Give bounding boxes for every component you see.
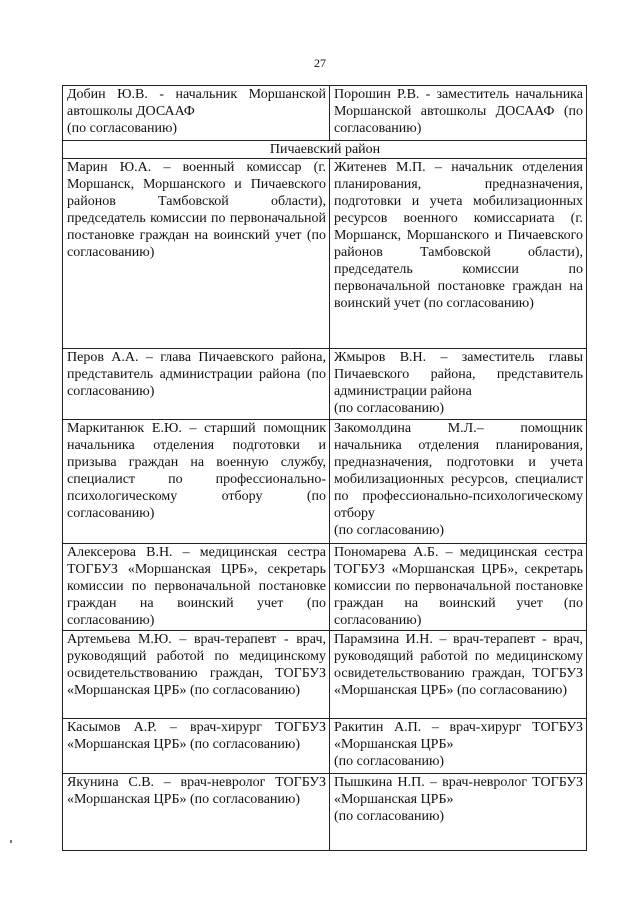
- member-text: Марин Ю.А. – военный комиссар (г. Моршанск, Моршанского и Пичаевского районов Тамбовской области), председатель комиссии по первоначальной постановке граждан на воинский учет (по согласованию): [67, 160, 326, 260]
- member-cell: [63, 719, 330, 774]
- member-cell: [63, 86, 330, 141]
- member-cell: [63, 631, 330, 719]
- member-text: Якунина С.В. – врач-невролог ТОГБУЗ «Моршанская ЦРБ» (по согласованию): [67, 775, 326, 807]
- deputy-text: Порошин Р.В. - заместитель начальника Моршанской автошколы ДОСААФ (по согласованию): [334, 87, 583, 136]
- member-cell: [63, 774, 330, 851]
- section-row: [63, 141, 587, 159]
- deputy-cell: [330, 159, 587, 349]
- deputy-text: Закомолдина М.Л.– помощник начальника отделения планирования, предназначения, подготовки и учета мобилизационных ресурсов, специалист по профессионально-психологическому отбору (по согласованию): [334, 421, 583, 538]
- table-row: [63, 86, 587, 141]
- member-text: Артемьева М.Ю. – врач-терапевт - врач, руководящий работой по медицинскому освидетельствованию граждан, ТОГБУЗ «Моршанская ЦРБ» (по согласованию): [67, 632, 326, 698]
- table-row: [63, 159, 587, 349]
- deputy-cell: [330, 631, 587, 719]
- deputy-cell: [330, 86, 587, 141]
- table-row: [63, 631, 587, 719]
- table-row: [63, 774, 587, 851]
- deputy-text: Житенев М.П. – начальник отделения планирования, предназначения, подготовки и учета мобилизационных ресурсов военного комиссариата (г. Моршанск, Моршанского и Пичаевского районов Тамбовской области), председатель комиссии по первоначальной постановке граждан на воинский учет (по согласованию): [334, 160, 583, 311]
- commission-roster-table: [62, 85, 587, 851]
- deputy-text: Пышкина Н.П. – врач-невролог ТОГБУЗ «Моршанская ЦРБ» (по согласованию): [334, 775, 583, 824]
- deputy-cell: [330, 349, 587, 420]
- page-number: 27: [314, 56, 326, 70]
- deputy-cell: [330, 544, 587, 631]
- deputy-text: Жмыров В.Н. – заместитель главы Пичаевского района, представитель администрации района (по согласованию): [334, 350, 583, 416]
- member-text: Добин Ю.В. - начальник Моршанской автошколы ДОСААФ (по согласованию): [67, 87, 326, 136]
- member-cell: [63, 544, 330, 631]
- table-row: [63, 544, 587, 631]
- deputy-text: Парамзина И.Н. – врач-терапевт - врач, руководящий работой по медицинскому освидетельствованию граждан, ТОГБУЗ «Моршанская ЦРБ» (по согласованию): [334, 632, 583, 698]
- member-cell: [63, 159, 330, 349]
- member-text: Алексерова В.Н. – медицинская сестра ТОГБУЗ «Моршанская ЦРБ», секретарь комиссии по первоначальной постановке граждан на воинский учет (по согласованию): [67, 545, 326, 628]
- member-cell: [63, 349, 330, 420]
- deputy-text: Пономарева А.Б. – медицинская сестра ТОГБУЗ «Моршанская ЦРБ», секретарь комиссии по первоначальной постановке граждан на воинский учет (по согласованию): [334, 545, 583, 628]
- scan-speck: [10, 840, 12, 843]
- section-title: Пичаевский район: [63, 141, 587, 159]
- member-text: Касымов А.Р. – врач-хирург ТОГБУЗ «Моршанская ЦРБ» (по согласованию): [67, 720, 326, 752]
- deputy-cell: [330, 420, 587, 544]
- table-row: [63, 719, 587, 774]
- table-row: [63, 420, 587, 544]
- member-cell: [63, 420, 330, 544]
- member-text: Перов А.А. – глава Пичаевского района, представитель администрации района (по согласованию): [67, 350, 326, 399]
- deputy-cell: [330, 774, 587, 851]
- member-text: Маркитанюк Е.Ю. – старший помощник начальника отделения подготовки и призыва граждан на военную службу, специалист по профессионально-психологическому отбору (по согласованию): [67, 421, 326, 521]
- deputy-cell: [330, 719, 587, 774]
- table-row: [63, 349, 587, 420]
- deputy-text: Ракитин А.П. – врач-хирург ТОГБУЗ «Моршанская ЦРБ» (по согласованию): [334, 720, 583, 769]
